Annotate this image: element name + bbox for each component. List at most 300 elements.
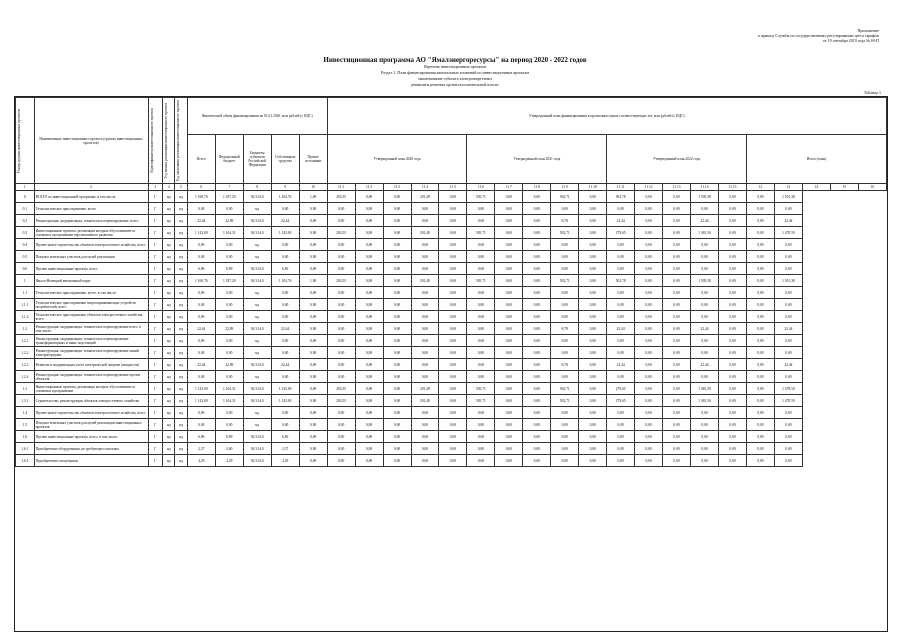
- table-cell: 1 187,20: [215, 275, 243, 287]
- table-cell: 0,00: [467, 407, 495, 419]
- table-row: [16, 203, 887, 215]
- table-cell: Г: [148, 215, 162, 227]
- table-cell: 0,00: [271, 287, 299, 299]
- table-cell: 0,00: [495, 203, 523, 215]
- table-cell: 0,00: [467, 359, 495, 371]
- table-cell: 0,00: [607, 407, 635, 419]
- table-cell: 502,71: [551, 227, 579, 239]
- header-sub-own: Собственные средства: [271, 135, 299, 184]
- table-cell: 1 481,50: [691, 383, 719, 395]
- table-cell: 505,71: [467, 227, 495, 239]
- table-cell: 0,00: [355, 335, 383, 347]
- table-cell: нд: [163, 455, 175, 467]
- header-sub-regional: Бюджеты субъектов Российской Федерации: [243, 135, 271, 184]
- table-cell: 0,00: [383, 323, 411, 335]
- subtitle-1: Перечень инвестиционных проектов: [423, 64, 487, 69]
- table-cell: 0,00: [635, 407, 663, 419]
- table-cell: 0,00: [299, 371, 327, 383]
- table-cell: нд: [175, 311, 187, 323]
- row-name: Реконструкция, модернизация, техническое перевооружение всего, в том числе:: [34, 323, 148, 335]
- table-cell: 0,00: [691, 455, 719, 467]
- table-cell: 0,00: [523, 407, 551, 419]
- column-number: 11.4: [411, 184, 439, 191]
- table-cell: 0,00: [439, 275, 467, 287]
- table-cell: 2,57: [271, 443, 299, 455]
- column-number: 11.3: [383, 184, 411, 191]
- table-cell: 0,00: [355, 443, 383, 455]
- table-cell: 0,00: [467, 455, 495, 467]
- table-cell: 0,00: [635, 395, 663, 407]
- table-cell: 0,00: [635, 347, 663, 359]
- column-number: 12: [746, 184, 774, 191]
- table-cell: 4,29: [215, 455, 243, 467]
- table-cell: 0,00: [467, 287, 495, 299]
- header-year-2021: Утвержденный план 2021 года: [467, 135, 607, 184]
- table-cell: 8,78: [551, 323, 579, 335]
- table-cell: 505,71: [467, 191, 495, 203]
- table-cell: 0,00: [635, 323, 663, 335]
- table-cell: 203,55: [327, 383, 355, 395]
- table-cell: Г: [148, 371, 162, 383]
- table-cell: 0,00: [635, 227, 663, 239]
- table-cell: 84 314,0: [243, 431, 271, 443]
- table-cell: Г: [148, 203, 162, 215]
- table-cell: 0,00: [523, 359, 551, 371]
- table-cell: 0,00: [467, 335, 495, 347]
- table-cell: 0,00: [467, 371, 495, 383]
- table-cell: 0,00: [746, 263, 774, 275]
- table-cell: 0,00: [523, 275, 551, 287]
- table-cell: 0,00: [774, 407, 802, 419]
- table-cell: нд: [163, 383, 175, 395]
- table-cell: нд: [243, 371, 271, 383]
- row-name: Прочее новое строительство объектов электросетевого хозяйства, всего: [34, 407, 148, 419]
- table-cell: 0,00: [299, 239, 327, 251]
- table-cell: 0,00: [411, 323, 439, 335]
- table-cell: Г: [148, 359, 162, 371]
- table-cell: 8,78: [551, 215, 579, 227]
- table-cell: 0,00: [327, 239, 355, 251]
- table-cell: 0,00: [579, 347, 607, 359]
- table-cell: 0,00: [355, 395, 383, 407]
- row-number: 1.3: [16, 383, 35, 395]
- column-number-row: [16, 184, 887, 191]
- table-cell: 0,00: [327, 203, 355, 215]
- table-cell: 0,00: [579, 371, 607, 383]
- table-cell: 0,00: [719, 371, 747, 383]
- table-cell: нд: [243, 311, 271, 323]
- table-cell: 0,00: [327, 311, 355, 323]
- table-cell: нд: [175, 287, 187, 299]
- table-row: [16, 323, 887, 335]
- table-cell: 0,00: [467, 263, 495, 275]
- table-row: [16, 311, 887, 323]
- row-name: ВСЕГО по инвестиционной программе, в том числе:: [34, 191, 148, 203]
- table-cell: 0,00: [187, 311, 215, 323]
- table-cell: 22,44: [774, 215, 802, 227]
- table-cell: 0,00: [271, 239, 299, 251]
- row-number: 0.6: [16, 263, 35, 275]
- table-cell: нд: [163, 287, 175, 299]
- table-cell: 0,00: [719, 323, 747, 335]
- table-cell: нд: [163, 275, 175, 287]
- table-cell: 0,00: [495, 299, 523, 311]
- table-cell: нд: [243, 407, 271, 419]
- column-number: 15: [830, 184, 858, 191]
- column-number: 11.8: [523, 184, 551, 191]
- table-cell: 0,00: [439, 215, 467, 227]
- table-cell: 0,00: [774, 443, 802, 455]
- table-cell: 0,00: [551, 203, 579, 215]
- table-cell: 0,00: [383, 191, 411, 203]
- table-cell: 0,00: [579, 407, 607, 419]
- table-cell: 0,00: [746, 431, 774, 443]
- table-cell: нд: [163, 263, 175, 275]
- table-cell: 1 164,31: [215, 383, 243, 395]
- title-block: [220, 56, 690, 88]
- table-cell: 505,71: [467, 383, 495, 395]
- table-cell: 0,00: [635, 275, 663, 287]
- table-cell: 0,00: [774, 419, 802, 431]
- table-cell: нд: [243, 299, 271, 311]
- table-cell: 0,00: [523, 287, 551, 299]
- table-cell: 22,89: [215, 359, 243, 371]
- table-cell: 0,00: [523, 443, 551, 455]
- table-cell: 0,00: [774, 251, 802, 263]
- table-cell: 0,00: [663, 203, 691, 215]
- table-row: [16, 419, 887, 431]
- table-cell: Г: [148, 311, 162, 323]
- table-cell: нд: [175, 275, 187, 287]
- table-cell: 0,00: [271, 311, 299, 323]
- table-cell: 0,00: [355, 263, 383, 275]
- row-name: Прочие инвестиционные проекты, всего: [34, 263, 148, 275]
- table-cell: 0,00: [551, 443, 579, 455]
- table-cell: 0,00: [663, 191, 691, 203]
- table-cell: 1 104,76: [271, 275, 299, 287]
- table-cell: Г: [148, 395, 162, 407]
- table-cell: 0,00: [691, 251, 719, 263]
- table-cell: нд: [175, 395, 187, 407]
- column-number: 9: [271, 184, 299, 191]
- row-name: Строительство, реконструкция объектов электросетевого хозяйства: [34, 395, 148, 407]
- row-number: 1.3.1: [16, 395, 35, 407]
- table-cell: 0,00: [327, 323, 355, 335]
- table-cell: 0,00: [719, 311, 747, 323]
- table-cell: 0,00: [551, 419, 579, 431]
- table-cell: нд: [163, 443, 175, 455]
- row-number: 0: [16, 191, 35, 203]
- table-cell: 0,00: [299, 311, 327, 323]
- table-cell: 0,00: [663, 275, 691, 287]
- table-cell: 0,00: [187, 239, 215, 251]
- table-cell: 22,44: [271, 359, 299, 371]
- table-cell: 0,00: [299, 227, 327, 239]
- table-cell: 0,00: [495, 419, 523, 431]
- table-cell: 1 501,38: [774, 275, 802, 287]
- table-cell: нд: [175, 347, 187, 359]
- table-cell: 0,00: [215, 335, 243, 347]
- table-cell: 0,00: [327, 263, 355, 275]
- row-number: 1.2.3: [16, 359, 35, 371]
- table-cell: 0,00: [663, 359, 691, 371]
- table-cell: 0,00: [383, 419, 411, 431]
- table-cell: 0,00: [299, 431, 327, 443]
- table-cell: 0,00: [299, 395, 327, 407]
- table-cell: 0,00: [495, 227, 523, 239]
- table-cell: 84 314,0: [243, 263, 271, 275]
- investment-table: [15, 97, 887, 467]
- table-cell: 0,00: [355, 407, 383, 419]
- table-cell: 0,00: [635, 203, 663, 215]
- table-cell: 0,00: [746, 215, 774, 227]
- table-cell: 201,48: [411, 275, 439, 287]
- table-cell: нд: [175, 371, 187, 383]
- table-cell: 0,00: [746, 407, 774, 419]
- table-cell: 0,00: [299, 443, 327, 455]
- table-cell: 0,00: [691, 239, 719, 251]
- table-cell: 0,00: [355, 347, 383, 359]
- table-cell: 0,00: [523, 251, 551, 263]
- table-cell: 0,00: [411, 251, 439, 263]
- table-cell: 0,00: [635, 191, 663, 203]
- table-cell: 1 505,38: [691, 191, 719, 203]
- table-cell: 0,00: [691, 371, 719, 383]
- table-cell: 0,00: [746, 299, 774, 311]
- table-cell: 0,00: [579, 287, 607, 299]
- table-cell: 0,00: [691, 347, 719, 359]
- table-cell: 0,00: [635, 311, 663, 323]
- table-cell: нд: [163, 299, 175, 311]
- table-cell: 22,44: [271, 215, 299, 227]
- table-cell: 84 314,0: [243, 323, 271, 335]
- table-cell: 0,00: [691, 335, 719, 347]
- table-cell: 0,00: [411, 443, 439, 455]
- table-cell: нд: [175, 431, 187, 443]
- table-cell: 0,00: [663, 335, 691, 347]
- table-cell: 0,00: [495, 263, 523, 275]
- table-cell: 0,00: [383, 287, 411, 299]
- row-number: 0.2: [16, 215, 35, 227]
- table-cell: 0,00: [607, 419, 635, 431]
- table-cell: 0,00: [355, 431, 383, 443]
- table-cell: нд: [163, 191, 175, 203]
- table-cell: 0,00: [355, 419, 383, 431]
- table-cell: 0,00: [551, 299, 579, 311]
- table-cell: 0,00: [663, 227, 691, 239]
- table-cell: 84 314,0: [243, 359, 271, 371]
- table-cell: 0,00: [327, 443, 355, 455]
- table-cell: Г: [148, 455, 162, 467]
- table-cell: 0,00: [551, 311, 579, 323]
- table-cell: 0,00: [439, 191, 467, 203]
- table-cell: 0,00: [383, 299, 411, 311]
- table-cell: 502,71: [551, 191, 579, 203]
- table-cell: 0,00: [327, 371, 355, 383]
- table-cell: 505,71: [467, 395, 495, 407]
- table-row: [16, 431, 887, 443]
- table-cell: 1 501,38: [774, 191, 802, 203]
- subtitle-2: Раздел 1. План финансирования капитальных вложений по инвестиционным проектам: [381, 70, 529, 75]
- row-name: Реконструкция, модернизация, техническое перевооружение, всего: [34, 215, 148, 227]
- table-cell: 0,00: [383, 347, 411, 359]
- table-cell: 0,00: [663, 299, 691, 311]
- table-cell: 0,00: [411, 419, 439, 431]
- row-number: 1.1.1: [16, 299, 35, 311]
- table-cell: 0,00: [691, 443, 719, 455]
- table-cell: 0,00: [579, 311, 607, 323]
- row-name: Технологическое присоединение, всего: [34, 203, 148, 215]
- header-project-name: Наименование инвестиционного проекта (группы инвестиционных проектов): [34, 98, 148, 184]
- row-number: 1.5: [16, 419, 35, 431]
- subtitle-3: наименование субъекта электроэнергетики: [418, 76, 492, 81]
- table-cell: 0,00: [495, 287, 523, 299]
- table-cell: 0,00: [774, 455, 802, 467]
- table-cell: 22,89: [215, 215, 243, 227]
- table-cell: Г: [148, 347, 162, 359]
- table-cell: 0,00: [439, 443, 467, 455]
- table-cell: 0,00: [411, 359, 439, 371]
- table-cell: 0,00: [271, 407, 299, 419]
- table-cell: 0,00: [495, 251, 523, 263]
- row-name: Технологическое присоединение объектов электросетевого хозяйства, всего: [34, 311, 148, 323]
- column-number: 11.13: [663, 184, 691, 191]
- table-cell: 1 143,00: [271, 227, 299, 239]
- table-cell: Г: [148, 191, 162, 203]
- table-cell: 0,00: [774, 263, 802, 275]
- table-cell: 6,86: [187, 431, 215, 443]
- table-cell: 0,00: [467, 251, 495, 263]
- table-cell: 84 314,0: [243, 191, 271, 203]
- table-cell: 0,00: [663, 455, 691, 467]
- table-cell: 0,00: [439, 311, 467, 323]
- table-cell: 0,00: [635, 263, 663, 275]
- table-cell: нд: [243, 251, 271, 263]
- table-cell: 0,00: [355, 323, 383, 335]
- table-cell: 0,00: [439, 383, 467, 395]
- table-cell: 0,00: [663, 347, 691, 359]
- table-cell: 6,86: [187, 263, 215, 275]
- table-cell: 22,44: [774, 323, 802, 335]
- table-cell: 0,00: [411, 287, 439, 299]
- table-cell: 0,00: [607, 443, 635, 455]
- table-cell: 0,00: [215, 251, 243, 263]
- table-cell: 6,86: [271, 431, 299, 443]
- table-cell: 0,00: [635, 383, 663, 395]
- table-cell: 502,78: [607, 275, 635, 287]
- table-cell: 1 478,50: [774, 383, 802, 395]
- table-cell: нд: [163, 251, 175, 263]
- table-cell: 22,44: [607, 215, 635, 227]
- table-cell: 0,00: [579, 431, 607, 443]
- table-cell: Г: [148, 335, 162, 347]
- table-cell: 0,00: [551, 431, 579, 443]
- table-cell: 0,00: [327, 335, 355, 347]
- table-cell: нд: [163, 203, 175, 215]
- table-cell: 0,00: [719, 347, 747, 359]
- table-cell: 0,00: [663, 443, 691, 455]
- table-cell: 0,00: [411, 263, 439, 275]
- table-cell: 84 314,0: [243, 455, 271, 467]
- table-cell: 0,00: [607, 371, 635, 383]
- table-row: [16, 455, 887, 467]
- approval-note: [639, 28, 879, 43]
- table-cell: 4,29: [187, 455, 215, 467]
- table-cell: 0,00: [523, 227, 551, 239]
- table-cell: 0,00: [691, 287, 719, 299]
- row-name: Технологическое присоединение, всего, в том числе:: [34, 287, 148, 299]
- column-number: 11.10: [579, 184, 607, 191]
- table-cell: 0,00: [579, 443, 607, 455]
- table-cell: 0,00: [439, 455, 467, 467]
- table-cell: 0,00: [495, 455, 523, 467]
- table-cell: 1 104,76: [271, 191, 299, 203]
- table-cell: 0,00: [215, 347, 243, 359]
- row-name: Реконструкция, модернизация, техническое перевооружение линий электропередачи: [34, 347, 148, 359]
- table-cell: 0,00: [774, 311, 802, 323]
- table-cell: 0,00: [299, 203, 327, 215]
- table-cell: 0,00: [719, 251, 747, 263]
- table-cell: 0,00: [411, 299, 439, 311]
- table-cell: нд: [163, 431, 175, 443]
- table-cell: 0,00: [746, 323, 774, 335]
- table-cell: 0,00: [439, 299, 467, 311]
- table-cell: нд: [175, 359, 187, 371]
- table-cell: 0,00: [523, 431, 551, 443]
- table-cell: Г: [148, 227, 162, 239]
- table-cell: нд: [163, 227, 175, 239]
- table-cell: 0,00: [635, 335, 663, 347]
- table-cell: 0,00: [719, 419, 747, 431]
- table-cell: 0,00: [663, 287, 691, 299]
- column-number: 11.7: [495, 184, 523, 191]
- table-cell: 203,55: [327, 227, 355, 239]
- table-cell: 0,00: [215, 239, 243, 251]
- table-cell: 0,00: [495, 335, 523, 347]
- table-cell: 0,00: [411, 407, 439, 419]
- table-row: [16, 215, 887, 227]
- table-cell: нд: [175, 203, 187, 215]
- table-cell: 0,00: [495, 395, 523, 407]
- table-cell: 0,00: [439, 335, 467, 347]
- table-cell: 0,00: [774, 239, 802, 251]
- column-number: 5: [175, 184, 187, 191]
- table-cell: 0,00: [719, 203, 747, 215]
- table-cell: 0,00: [439, 359, 467, 371]
- table-cell: Г: [148, 299, 162, 311]
- table-cell: 0,00: [607, 287, 635, 299]
- row-number: 1.6.2: [16, 455, 35, 467]
- row-name: Ямало-Ненецкий автономный округ: [34, 275, 148, 287]
- table-cell: 1 143,00: [187, 395, 215, 407]
- table-cell: нд: [243, 287, 271, 299]
- table-cell: 0,00: [691, 419, 719, 431]
- table-cell: 0,00: [523, 455, 551, 467]
- table-cell: Г: [148, 419, 162, 431]
- table-cell: 201,48: [411, 191, 439, 203]
- table-cell: 0,00: [635, 287, 663, 299]
- table-cell: 0,00: [719, 215, 747, 227]
- table-cell: 0,00: [635, 359, 663, 371]
- table-row: [16, 383, 887, 395]
- table-cell: 1 481,50: [691, 227, 719, 239]
- table-cell: 0,00: [467, 443, 495, 455]
- column-number: 10: [299, 184, 327, 191]
- table-cell: нд: [163, 215, 175, 227]
- table-row: [16, 299, 887, 311]
- row-name: Приобретение спецтехники: [34, 455, 148, 467]
- table-cell: 201,48: [411, 227, 439, 239]
